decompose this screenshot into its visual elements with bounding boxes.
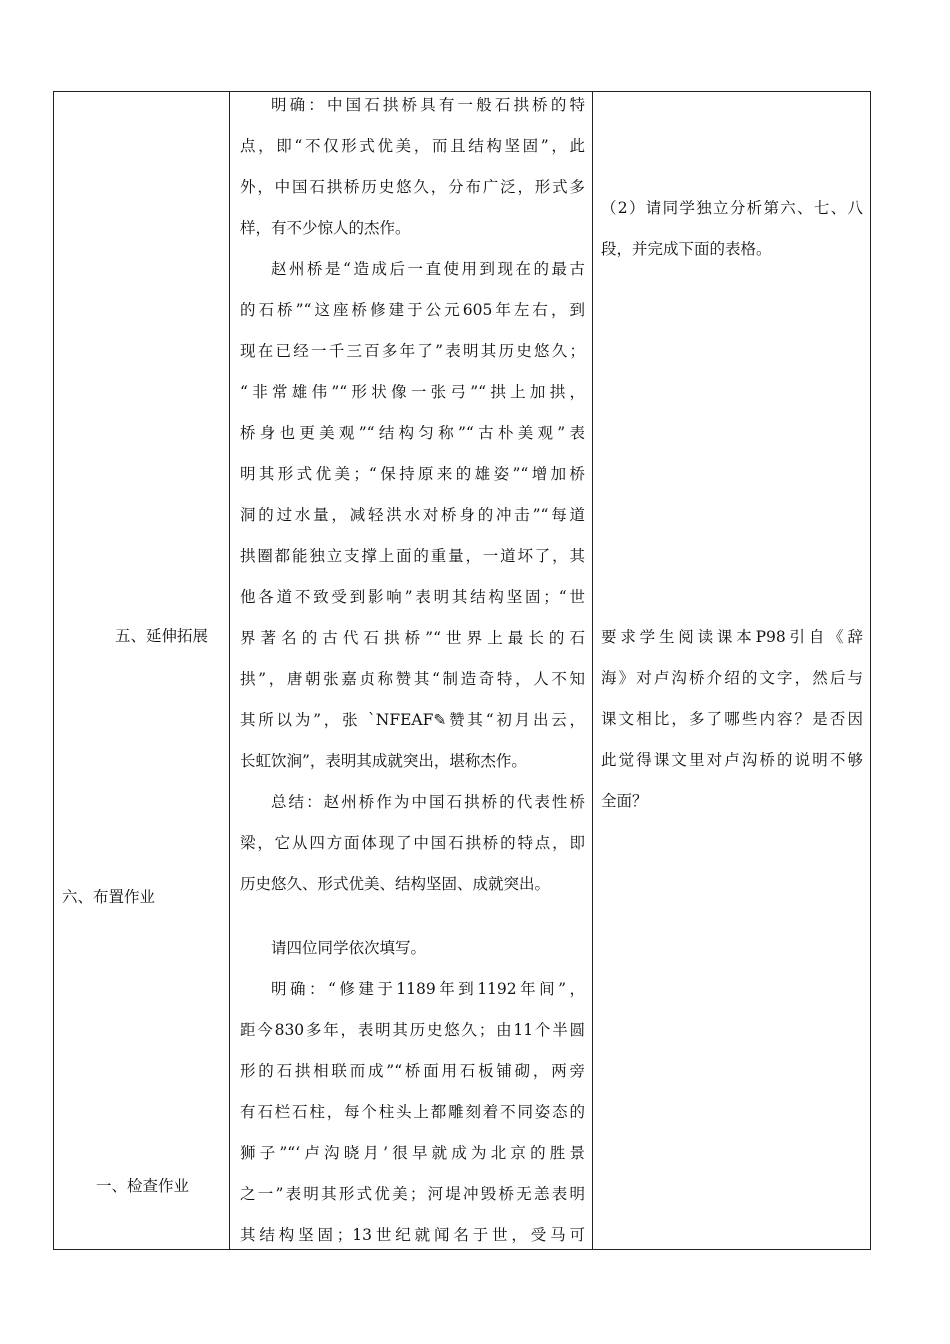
text-line: 之一”表明其形式优美；河堤冲毁桥无恙表明: [240, 1185, 585, 1203]
paragraph-lugou-bridge: [240, 969, 585, 1256]
paragraph-instruction: [240, 928, 585, 969]
text-line: 距今830多年，表明其历史悠久；由11个半圆: [240, 1021, 585, 1039]
text-line: 历史悠久、形式优美、结构坚固、成就突出。: [240, 875, 551, 893]
text-line: 拱圈都能独立支撑上面的重量，一道坏了，其: [240, 547, 585, 565]
activity-block-reading: [601, 617, 863, 822]
text-line: 要求学生阅读课本P98引自《辞: [601, 628, 863, 646]
text-line: 其所以为”，张 `NFEAF✎赞其“初月出云，: [240, 711, 585, 729]
paragraph-clarification: [240, 85, 585, 249]
text-line: “非常雄伟”“形状像一张弓”“拱上加拱，: [240, 383, 585, 401]
text-line: 拱”，唐朝张嘉贞称赞其“制造奇特，人不知: [240, 670, 585, 688]
section-heading-homework: 六、布置作业: [62, 888, 156, 906]
text-line: （2）请同学独立分析第六、七、八: [601, 199, 863, 217]
text-line: 海》对卢沟桥介绍的文字，然后与: [601, 669, 863, 687]
text-line: 他各道不致受到影响”表明其结构坚固；“世: [240, 588, 585, 606]
text-line: 其结构坚固；13世纪就闻名于世，受马可: [240, 1226, 585, 1244]
text-line: 有石栏石柱，每个柱头上都雕刻着不同姿态的: [240, 1103, 585, 1121]
text-line: 全面？: [601, 792, 648, 810]
column-divider-2: [592, 92, 593, 1249]
activity-block-analysis: [601, 188, 863, 270]
text-line: 点，即“不仅形式优美，而且结构坚固”，此: [240, 137, 585, 155]
text-line: 界著名的古代石拱桥”“世界上最长的石: [240, 629, 585, 647]
text-line: 形的石拱相联而成”“桥面用石板铺砌，两旁: [240, 1062, 585, 1080]
text-line: 洞的过水量，减轻洪水对桥身的冲击”“每道: [240, 506, 585, 524]
text-line: 总结：赵州桥作为中国石拱桥的代表性桥: [271, 793, 585, 811]
text-line: 样，有不少惊人的杰作。: [240, 219, 411, 237]
text-line: 现在已经一千三百多年了”表明其历史悠久；: [240, 342, 585, 360]
section-heading-check-homework: 一、检查作业: [96, 1177, 190, 1195]
column-divider-1: [229, 92, 230, 1249]
text-line: 梁，它从四方面体现了中国石拱桥的特点，即: [240, 834, 585, 852]
section-heading-extension: 五、延伸拓展: [115, 627, 209, 645]
text-line: 请四位同学依次填写。: [271, 939, 427, 957]
text-line: 明确：“修建于1189年到1192年间”，: [271, 980, 585, 998]
text-line: 狮子”“‘卢沟晓月’很早就成为北京的胜景: [240, 1144, 585, 1162]
text-line: 段，并完成下面的表格。: [601, 240, 772, 258]
text-line: 明确：中国石拱桥具有一般石拱桥的特: [271, 96, 585, 114]
text-line: 此觉得课文里对卢沟桥的说明不够: [601, 751, 863, 769]
paragraph-zhaozhou-bridge: [240, 249, 585, 782]
text-line: 赵州桥是“造成后一直使用到现在的最古: [271, 260, 585, 278]
paragraph-summary: [240, 782, 585, 905]
text-line: 桥身也更美观”“结构匀称”“古朴美观”表: [240, 424, 585, 442]
text-line: 长虹饮涧”，表明其成就突出，堪称杰作。: [240, 752, 527, 770]
text-line: 的石桥”“这座桥修建于公元605年左右，到: [240, 301, 585, 319]
text-line: 外，中国石拱桥历史悠久，分布广泛，形式多: [240, 178, 585, 196]
text-line: 明其形式优美；“保持原来的雄姿”“增加桥: [240, 465, 585, 483]
text-line: 课文相比，多了哪些内容？是否因: [601, 710, 863, 728]
